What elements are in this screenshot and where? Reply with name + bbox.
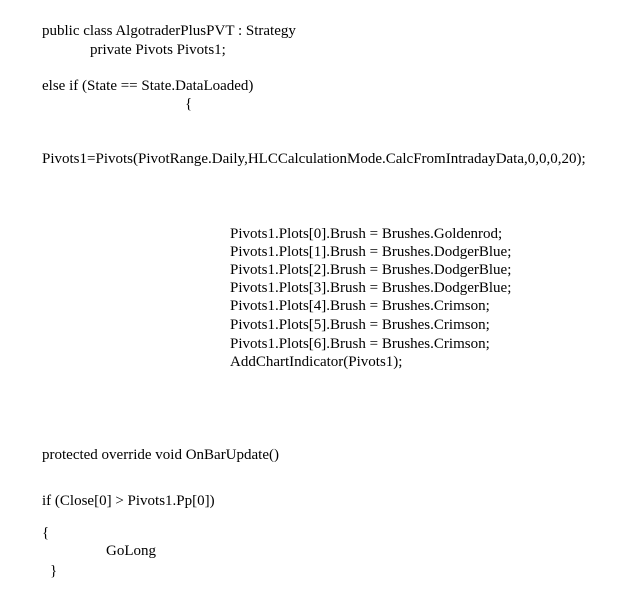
plot-brush-line: Pivots1.Plots[6].Brush = Brushes.Crimson; (230, 336, 490, 352)
if-condition-line: if (Close[0] > Pivots1.Pp[0]) (42, 493, 215, 509)
class-declaration-line: public class AlgotraderPlusPVT : Strategy (42, 23, 296, 39)
field-declaration-line: private Pivots Pivots1; (90, 42, 226, 58)
plot-brush-line: Pivots1.Plots[3].Brush = Brushes.DodgerBlue; (230, 280, 512, 296)
close-brace-line: } (50, 563, 58, 579)
open-brace-line: { (42, 525, 50, 541)
plot-brush-line: Pivots1.Plots[0].Brush = Brushes.Goldenrod; (230, 226, 503, 242)
plot-brush-line: Pivots1.Plots[2].Brush = Brushes.DodgerBlue; (230, 262, 512, 278)
add-chart-indicator-line: AddChartIndicator(Pivots1); (230, 354, 403, 370)
state-check-line: else if (State == State.DataLoaded) (42, 78, 254, 94)
go-long-line: GoLong (106, 543, 156, 559)
method-declaration-line: protected override void OnBarUpdate() (42, 447, 279, 463)
pivots-assignment-line: Pivots1=Pivots(PivotRange.Daily,HLCCalculationMode.CalcFromIntradayData,0,0,0,20); (42, 151, 586, 167)
open-brace-line: { (185, 96, 193, 112)
plot-brush-line: Pivots1.Plots[5].Brush = Brushes.Crimson; (230, 317, 490, 333)
plot-brush-line: Pivots1.Plots[4].Brush = Brushes.Crimson; (230, 298, 490, 314)
plot-brush-line: Pivots1.Plots[1].Brush = Brushes.DodgerBlue; (230, 244, 512, 260)
